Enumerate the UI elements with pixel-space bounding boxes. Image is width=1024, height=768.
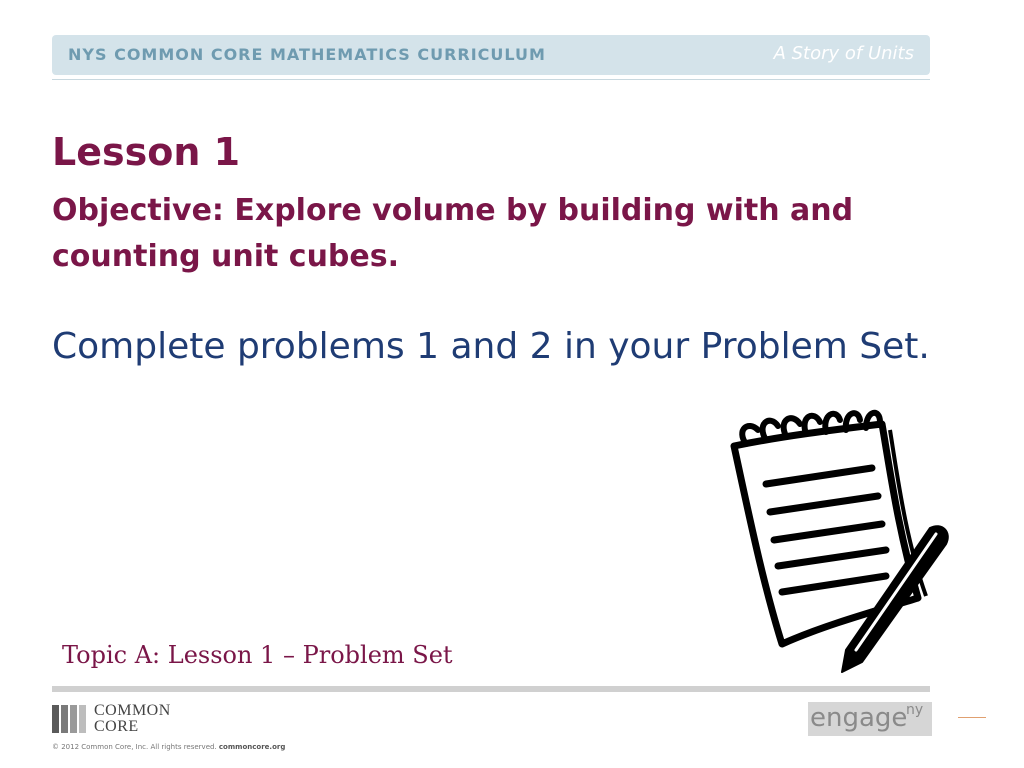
common-core-wordmark	[94, 703, 171, 735]
series-title: A Story of Units	[773, 43, 914, 64]
common-core-logo	[52, 703, 171, 735]
topic-footer: Topic A: Lesson 1 – Problem Set	[62, 641, 453, 669]
footer-divider	[52, 686, 930, 692]
notepad-with-pencil-icon	[722, 400, 958, 680]
instruction-text: Complete problems 1 and 2 in your Problem Set.	[52, 326, 930, 367]
curriculum-title: NYS COMMON CORE MATHEMATICS CURRICULUM	[68, 45, 546, 64]
engage-superscript: ny	[906, 702, 924, 718]
copyright-notice	[52, 743, 285, 751]
copyright-site: commoncore.org	[218, 743, 286, 751]
engage-wordmark: engage	[810, 703, 908, 733]
banner-divider	[52, 79, 930, 80]
curriculum-banner	[52, 35, 930, 75]
copyright-text: © 2012 Common Core, Inc. All rights reserved.	[52, 743, 217, 751]
common-core-bars-icon	[52, 705, 86, 733]
common-core-line2: CORE	[94, 718, 139, 735]
decorative-tick	[958, 717, 986, 718]
common-core-line1: COMMON	[94, 702, 171, 719]
lesson-title: Lesson 1	[52, 130, 241, 174]
engage-ny-logo	[808, 702, 932, 736]
lesson-objective: Objective: Explore volume by building with and counting unit cubes.	[52, 193, 854, 274]
